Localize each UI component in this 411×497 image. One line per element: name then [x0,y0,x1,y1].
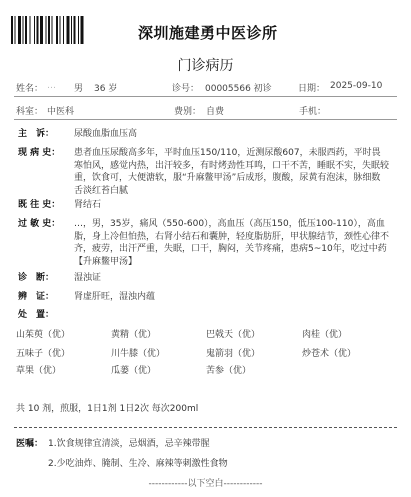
divider [14,119,397,120]
herb-item: 瓜蒌（优） [111,366,157,376]
end-marker: ------------以下空白------------ [148,479,263,489]
dashed-divider [14,427,397,428]
advice-line: 2.少吃油炸、腌制、生冷、麻辣等刺激性食物 [48,459,228,469]
section-label: 处 置： [18,310,55,320]
dept-value: 中医科 [47,107,75,117]
section-value: 肾结石 [74,200,102,210]
advice-label: 医嘱： [16,439,44,449]
document-title: 门诊病历 [177,58,234,74]
diagnosis [18,272,389,285]
section-value: 患者血压尿酸高多年，平时血压150/110，近测尿酸607，未服西药，平时畏寒怕风，感觉内热，出汗较多，有时烤劲性耳鸣，口干不苦，睡眠不实，失眠较重，饮食可，大便溏软，服“升麻鳖甲汤”后成形，腹酸，尿黄有泡沫，脉细数舌淡红苔白腻 [74,148,390,196]
name-value: … [47,81,56,91]
fee-value: 自费 [206,107,225,117]
age-value: 36 岁 [94,84,118,94]
herb-item: 炒苍术（优） [302,349,357,359]
barcode [11,16,116,44]
herb-item: 肉桂（优） [302,330,348,340]
herb-item: 山茱萸（优） [16,330,71,340]
clinic-no-value: 00005566 初诊 [205,84,272,94]
section-value: …，男，35岁，痛风（550-600），高血压（高压150，低压100-110），高血脂，身上冷但怕热，右肾小结石和囊肿，轻度脂肪肝，甲状腺结节，颈性心律不齐，疲劳，出汗严重，失眠，口干，胸闷，关节疼痛，患病5~10年，吃过中药【升麻鳖甲汤】 [74,219,390,267]
dept-label: 科室： [16,107,44,117]
gender-value: 男 [74,84,84,94]
present-illness [18,147,389,197]
herb-item: 巴戟天（优） [206,330,261,340]
phone-label: 手机： [299,107,327,117]
herb-item: 五味子（优） [16,349,71,359]
section-label: 主 诉： [18,129,55,139]
section-value: 尿酸血脂血压高 [74,129,138,139]
name-label: 姓名： [16,84,44,94]
clinic-no-label: 诊号： [172,84,200,94]
syndrome-differentiation [18,291,389,304]
section-label: 诊 断： [18,273,55,283]
date-label: 日期： [298,84,326,94]
section-value: 湿浊证 [74,273,102,283]
advice-line: 1.饮食规律宜清淡，忌烟酒，忌辛辣带腥 [48,439,210,449]
date-value: 2025-09-10 [330,81,383,91]
header [0,0,411,78]
section-label: 过 敏 史： [18,219,61,229]
section-value: 肾虚肝旺，湿浊内蕴 [74,292,156,302]
herb-item: 草果（优） [16,366,62,376]
fee-label: 费别： [174,107,202,117]
herb-item: 鬼箭羽（优） [206,349,261,359]
section-label: 现 病 史： [18,148,61,158]
chief-complaint [18,128,389,141]
herb-item: 川牛膝（优） [111,349,166,359]
herb-item: 苦参（优） [206,366,252,376]
past-history [18,199,389,212]
divider [14,96,397,97]
section-label: 辨 证： [18,292,55,302]
section-label: 既 往 史： [18,200,61,210]
hospital-name: 深圳施建勇中医诊所 [138,24,278,42]
dosage-instructions: 共 10 剂，煎服，1日1剂 1日2次 每次200ml [16,404,199,414]
allergy-history [18,218,389,268]
herb-item: 黄精（优） [111,330,157,340]
